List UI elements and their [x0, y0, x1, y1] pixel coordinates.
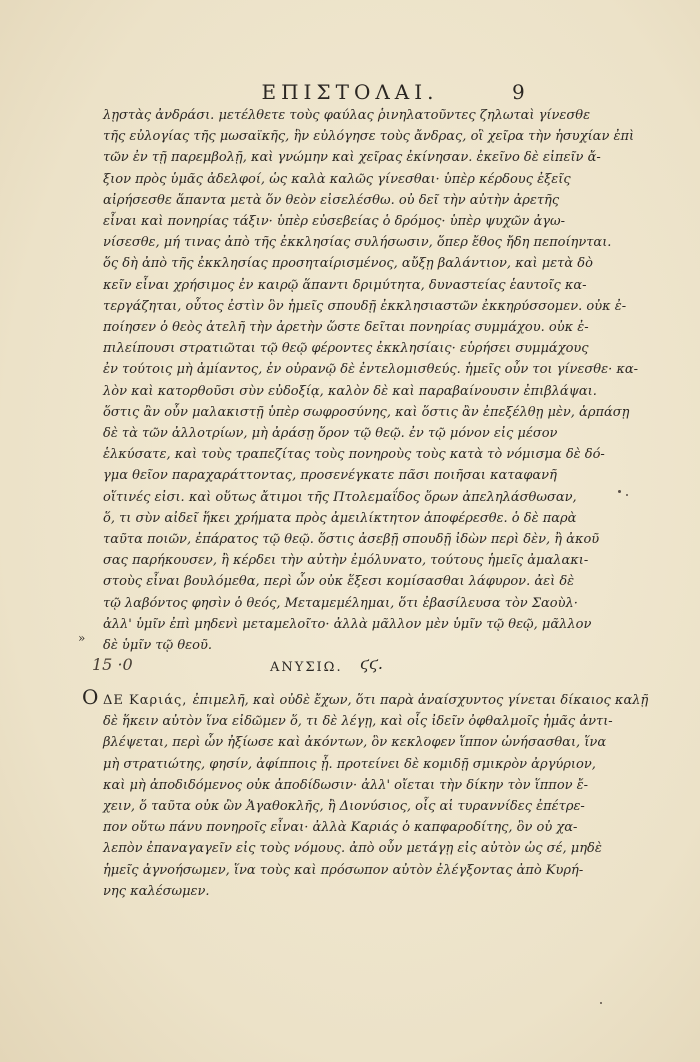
text-line: μὴ στρατιώτης, φησίν, ἀφίπποις ᾖ. προτείνει δὲ κομιδῇ σμικρὸν ἀργύριον,	[103, 756, 596, 772]
handwritten-marginalia: 15 ·0	[92, 655, 133, 674]
paper-speck	[600, 1002, 602, 1004]
paper-speck	[618, 490, 621, 493]
margin-quote-mark: »	[78, 631, 86, 645]
main-text-block	[103, 105, 639, 656]
text-line: δὲ ὑμῖν τῷ θεοῦ.	[103, 638, 213, 654]
text-line: ἡμεῖς ἀγνοήσωμεν, ἵνα τοὺς καὶ πρόσωπον αὐτὸν ἐλέγξοντας ἀπὸ Κυρή-	[103, 862, 584, 878]
text-line: κεῖν εἶναι χρήσιμος ἐν καιρῷ ἅπαντι δριμύτητα, δυναστείας ἑαυτοῖς κα-	[103, 277, 587, 293]
text-line: λὸν καὶ κατορθοῦσι σὺν εὐδοξίᾳ, καλὸν δὲ καὶ παραβαίνουσιν ἐπιβλάψαι.	[103, 383, 597, 399]
text-line: ὅστις ἂν οὖν μαλακιστῇ ὑπὲρ σωφροσύνης, καὶ ὅστις ἂν ἐπεξέλθῃ μὲν, ἁρπάσῃ	[103, 404, 630, 420]
page-header-title: ΕΠΙΣΤΟΛΑΙ.	[261, 80, 439, 104]
text-line: δὲ ἥκειν αὐτὸν ἵνα εἰδῶμεν ὅ, τι δὲ λέγῃ, καὶ οἷς ἰδεῖν ὀφθαλμοῖς ἡμᾶς ἀντι-	[103, 714, 613, 730]
text-line-rest: ἐπιμελῆ, καὶ οὐδὲ ἔχων, ὅτι παρὰ ἀναίσχυντος γίνεται δίκαιος καλῇ	[192, 693, 649, 708]
letter-number: ϛϛ.	[360, 654, 384, 673]
text-line: οἵτινές εἰσι. καὶ οὕτως ἄτιμοι τῆς Πτολεμαΐδος ὅρων ἀπεληλάσθωσαν,	[103, 489, 577, 505]
text-line: σας παρήκουσεν, ἢ κέρδει τὴν αὐτὴν ἐμόλυνατο, τούτους ἡμεῖς ἀμαλακι-	[103, 553, 589, 569]
paper-speck	[626, 494, 628, 496]
text-line: νίσεσθε, μή τινας ἀπὸ τῆς ἐκκλησίας συλήσωσιν, ὅπερ ἔθος ἤδη πεποίηνται.	[103, 235, 612, 251]
letter-heading: ΑΝΥΣΙΩ.	[270, 660, 343, 675]
text-line: εἶναι καὶ πονηρίας τάξιν· ὑπὲρ εὐσεβείας ὁ δρόμος· ὑπὲρ ψυχῶν ἀγω-	[103, 214, 566, 230]
text-line: λεπὸν ἐπαναγαγεῖν εἰς τοὺς νόμους. ἀπὸ οὖν μετάγῃ εἰς αὐτὸν ὡς σέ, μηδὲ	[103, 841, 602, 857]
text-line: ἀλλ' ὑμῖν ἐπὶ μηδενὶ μεταμελοῖτο· ἀλλὰ μᾶλλον μὲν ὑμῖν τῷ θεῷ, μᾶλλον	[103, 616, 592, 632]
text-line: δὲ τὰ τῶν ἀλλοτρίων, μὴ ἀράσῃ ὅρον τῷ θεῷ. ἐν τῷ μόνον εἰς μέσον	[103, 426, 558, 442]
text-line: αἰρήσεσθε ἅπαντα μετὰ ὅν θεὸν εἰσελέσθω. οὐ δεῖ τὴν αὐτὴν ἀρετῆς	[103, 192, 560, 208]
text-line: ἑλκύσατε, καὶ τοὺς τραπεζίτας τοὺς πονηροὺς τοὺς κατὰ τὸ νόμισμα δὲ δό-	[103, 447, 605, 463]
opening-words: ΔΕ Καριάς,	[103, 693, 193, 708]
text-line: ἐν τούτοις μὴ ἀμίαντος, ἐν οὐρανῷ δὲ ἐντελομισθεύς. ἡμεῖς οὖν τοι γίνεσθε· κα-	[103, 362, 639, 378]
text-line: τῶν ἐν τῇ παρεμβολῇ, καὶ γνώμην καὶ χεῖρας ἐκίνησαν. ἐκεῖνο δὲ εἰπεῖν ἄ-	[103, 150, 601, 166]
text-line: πιλείπουσι στρατιῶται τῷ θεῷ φέροντες ἐκκλησίαις· εὑρήσει συμμάχους	[103, 341, 589, 357]
text-line: στοὺς εἶναι βουλόμεθα, περὶ ὧν οὐκ ἕξεσι κομίσασθαι λάφυρον. ἀεὶ δὲ	[103, 574, 575, 590]
text-line: καὶ μὴ ἀποδιδόμενος οὐκ ἀποδίδωσιν· ἀλλ' οἴεται τὴν δίκην τὸν ἵππον ἔ-	[103, 777, 589, 793]
text-line: ταῦτα ποιῶν, ἐπάρατος τῷ θεῷ. ὅστις ἀσεβῇ σπουδῇ ἰδὼν περὶ δὲν, ἢ ἀκοῦ	[103, 532, 600, 548]
text-line: ξιον πρὸς ὑμᾶς ἀδελφοί, ὡς καλὰ καλῶς γίνεσθαι· ὑπὲρ κέρδους ἐξεῖς	[103, 171, 571, 187]
text-line: ὅς δὴ ἀπὸ τῆς ἐκκλησίας προσηταίρισμένος, αὔξῃ βαλάντιον, καὶ μετὰ δὸ	[103, 256, 593, 272]
text-line: τεργάζηται, οὗτος ἐστὶν ὃν ἡμεῖς σπουδῇ ἐκκλησιαστῶν ἐκκηρύσσομεν. οὐκ ἐ-	[103, 298, 627, 314]
second-letter-text-block	[103, 690, 649, 902]
text-line: γμα θεῖον παραχαράττοντας, προσενέγκατε πᾶσι ποιῆσαι καταφανῆ	[103, 468, 557, 484]
text-line: βλέψεται, περὶ ὧν ἠξίωσε καὶ ἀκόντων, ὃν κεκλοφεν ἵππον ὠνήσασθαι, ἵνα	[103, 735, 607, 751]
page-number: 9	[512, 80, 525, 104]
text-line: ὅ, τι σὺν αἰδεῖ ἥκει χρήματα πρὸς ἀμειλίκτητον ἀποφέρεσθε. ὁ δὲ παρὰ	[103, 510, 577, 526]
text-line: χειν, ὅ ταῦτα οὐκ ὢν Ἀγαθοκλῆς, ἢ Διονύσιος, οἷς αἱ τυραννίδες ἐπέτρε-	[103, 799, 585, 815]
text-line: ποίησεν ὁ θεὸς ἀτελῆ τὴν ἀρετὴν ὥστε δεῖται πονηρίας συμμάχου. οὐκ ἐ-	[103, 320, 589, 336]
drop-initial-letter: Ο	[82, 685, 99, 709]
text-line: τῆς εὐλογίας τῆς μωσαϊκῆς, ἣν εὐλόγησε τοὺς ἄνδρας, οἳ χεῖρα τὴν ἡσυχίαν ἐπὶ	[103, 129, 635, 145]
text-line: πον οὕτω πάνυ πονηροῖς εἶναι· ἀλλὰ Καριάς ὁ καπφαροδίτης, ὃν οὐ χα-	[103, 820, 578, 836]
text-line: νης καλέσωμεν.	[103, 883, 210, 899]
text-line	[103, 690, 649, 711]
text-line: λῃστὰς ἀνδράσι. μετέλθετε τοὺς φαύλας ῥινηλατοῦντες ζηλωταὶ γίνεσθε	[103, 108, 591, 123]
text-line: τῷ λαβόντος φησὶν ὁ θεός, Μεταμεμέλημαι, ὅτι ἐβασίλευσα τὸν Σαοὺλ·	[103, 595, 578, 611]
